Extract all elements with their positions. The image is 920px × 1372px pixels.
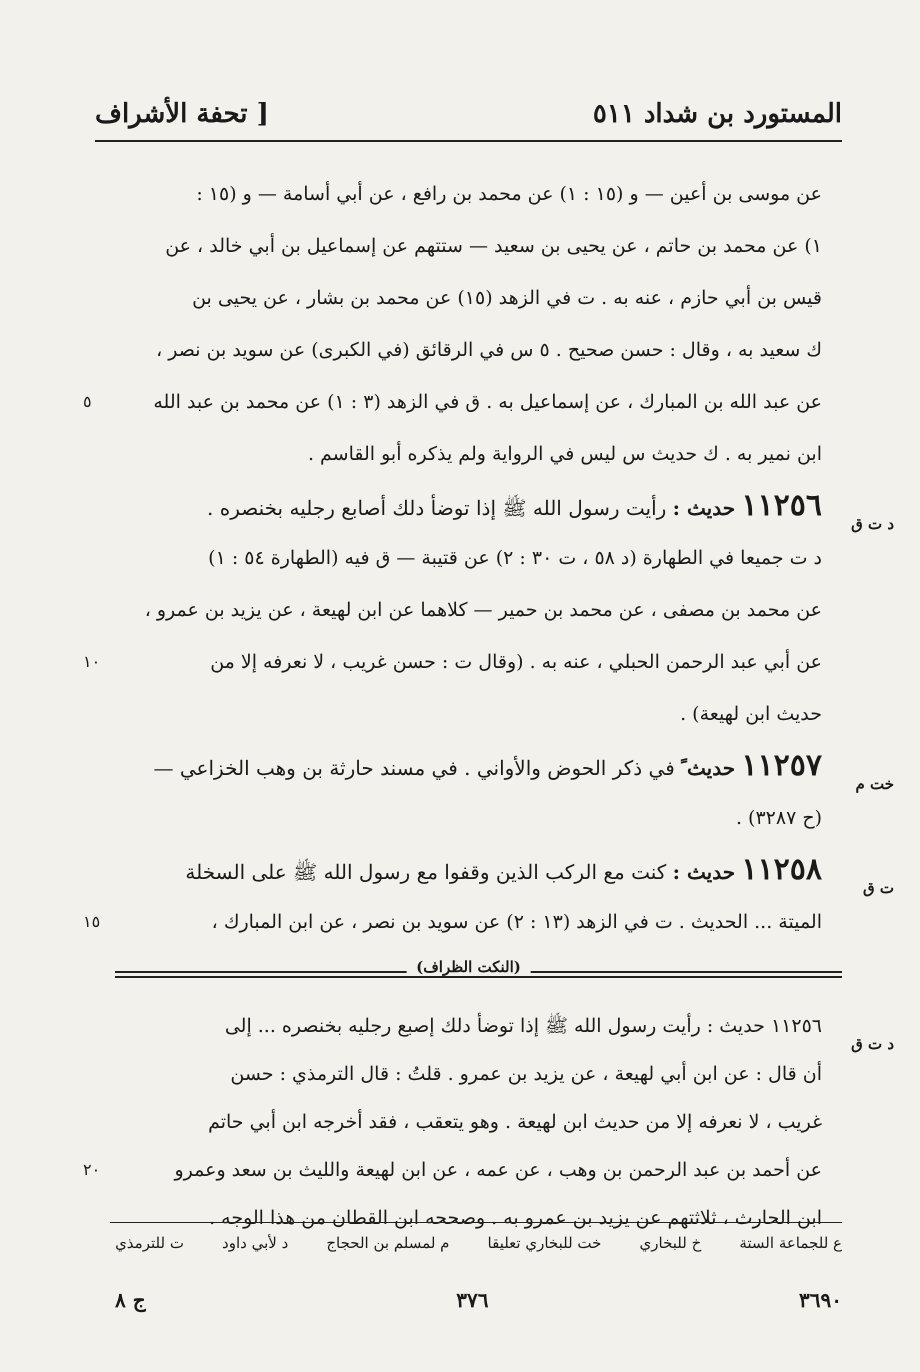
header-left-title: [ تحفة الأشراف [95, 99, 269, 129]
header-rule [95, 140, 842, 142]
line-text: د ت جميعا في الطهارة (د ٥٨ ، ت ٣٠ : ٢) عن قتيبة — ق فيه (الطهارة ٥٤ : ١) [208, 547, 822, 569]
hadith-entry-line [95, 844, 894, 897]
hadith-lead: حديث : [672, 496, 736, 520]
hadith-number: ١١٢٥٦ [741, 488, 822, 523]
line-number: ١٥ [83, 912, 101, 931]
text-line [95, 1002, 894, 1053]
text-line [95, 220, 842, 272]
hadith-number: ١١٢٥٨ [741, 852, 822, 887]
text-line [95, 1050, 842, 1098]
line-text: (ح ٣٢٨٧) . [735, 807, 822, 829]
text-line [83, 376, 842, 428]
hadith-lead: حديث ً [681, 756, 736, 780]
line-text: عن موسى بن أعين — و (١٥ : ١) عن محمد بن رافع ، عن أبي أسامة — و (١٥ : [196, 183, 822, 205]
line-text: غريب ، لا نعرفه إلا من حديث ابن لهيعة . وهو يتعقب ، فقد أخرجه ابن أبي حاتم [208, 1111, 822, 1133]
line-text: حديث ابن لهيعة) . [680, 703, 822, 725]
page-footer [115, 1288, 842, 1318]
line-text: عن عبد الله بن المبارك ، عن إسماعيل به . ق في الزهد (٣ : ١) عن محمد بن عبد الله [153, 391, 822, 413]
line-text: الميتة ... الحديث . ت في الزهد (١٣ : ٢) عن سويد بن نصر ، عن ابن المبارك ، [211, 911, 822, 933]
header-right-title: المستورد بن شداد ٥١١ [592, 99, 842, 129]
text-line [95, 272, 842, 324]
line-text: ١١٢٥٦ حديث : رأيت رسول الله ﷺ إذا توضأ دلك إصبع رجليه بخنصره ... إلى [224, 1015, 822, 1037]
line-number: ٥ [83, 392, 92, 411]
source-code: د ت ق [851, 515, 894, 533]
text-line [95, 428, 842, 480]
footer-page-number: ٣٧٦ [456, 1288, 489, 1312]
hadith-number: ١١٢٥٧ [741, 748, 822, 783]
text-line [95, 1098, 842, 1146]
line-text: ابن الحارث ، ثلاثتهم عن يزيد بن عمرو به . وصححه ابن القطان من هذا الوجه . [209, 1207, 822, 1229]
text-line [83, 1146, 842, 1194]
text-line [95, 532, 842, 584]
nukat-divider [95, 954, 842, 994]
text-line [95, 688, 842, 740]
line-text: في ذكر الحوض والأواني . في مسند حارثة بن وهب الخزاعي — [153, 756, 675, 780]
main-text [83, 168, 894, 1242]
hadith-lead: حديث : [672, 860, 736, 884]
text-line [95, 324, 842, 376]
text-line [95, 168, 842, 220]
hadith-entry-line [95, 740, 894, 793]
hadith-entry-line [95, 480, 894, 533]
page-header [95, 92, 842, 136]
abbreviation-item: م لمسلم بن الحجاج [326, 1234, 450, 1252]
line-text: رأيت رسول الله ﷺ إذا توضأ دلك أصابع رجليه بخنصره . [207, 496, 667, 520]
footer-hadith-count: ٣٦٩٠ [799, 1288, 842, 1312]
line-text: عن أحمد بن عبد الرحمن بن وهب ، عن عمه ، عن ابن لهيعة والليث بن سعد وعمرو [174, 1159, 822, 1181]
source-code: د ت ق [851, 1035, 894, 1053]
abbreviations-rule [110, 1222, 842, 1223]
abbreviation-item: ت للترمذي [115, 1234, 184, 1252]
abbreviations-key [115, 1234, 842, 1264]
abbreviation-item: خت للبخاري تعليقا [487, 1234, 602, 1252]
line-text: عن محمد بن مصفى ، عن محمد بن حمير — كلاهما عن ابن لهيعة ، عن يزيد بن عمرو ، [144, 599, 822, 621]
line-text: قيس بن أبي حازم ، عنه به . ت في الزهد (١٥) عن محمد بن بشار ، عن يحيى بن [192, 287, 822, 309]
text-line [95, 792, 842, 844]
text-line [83, 636, 842, 688]
source-code: خت م [855, 775, 894, 793]
text-line [95, 584, 842, 636]
abbreviation-item: ع للجماعة الستة [739, 1234, 842, 1252]
source-code: ت ق [863, 879, 894, 897]
line-text: كنت مع الركب الذين وقفوا مع رسول الله ﷺ على السخلة [185, 860, 667, 884]
line-text: ١) عن محمد بن حاتم ، عن يحيى بن سعيد — ستتهم عن إسماعيل بن أبي خالد ، عن [165, 235, 822, 257]
nukat-lines [83, 1002, 894, 1242]
abbreviation-item: خ للبخاري [639, 1234, 702, 1252]
abbreviation-item: د لأبي داود [222, 1234, 289, 1252]
line-text: ك سعيد به ، وقال : حسن صحيح . ٥ س في الرقائق (في الكبرى) عن سويد بن نصر ، [156, 339, 822, 361]
line-text: ابن نمير به . ك حديث س ليس في الرواية ولم يذكره أبو القاسم . [307, 443, 822, 465]
footer-volume: ج ٨ [115, 1288, 146, 1312]
line-number: ٢٠ [83, 1160, 101, 1179]
nukat-label: (النكت الظراف) [406, 958, 531, 976]
line-text: عن أبي عبد الرحمن الحبلي ، عنه به . (وقال ت : حسن غريب ، لا نعرفه إلا من [210, 651, 822, 673]
line-text: أن قال : عن ابن أبي لهيعة ، عن يزيد بن عمرو . قلتُ : قال الترمذي : حسن [230, 1063, 822, 1085]
text-line [83, 896, 842, 948]
text-lines [83, 168, 894, 948]
line-number: ١٠ [83, 652, 101, 671]
